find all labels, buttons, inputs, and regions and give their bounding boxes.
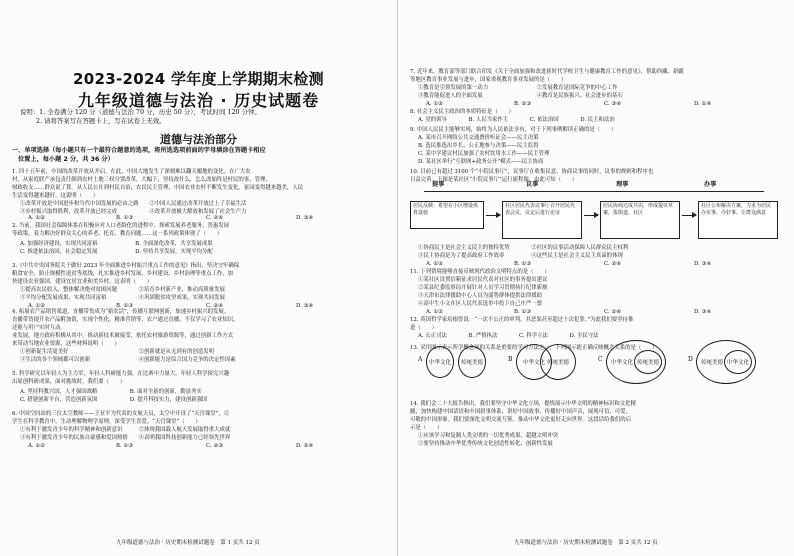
venn-text: 传统美德 bbox=[546, 360, 569, 366]
question-line: 进（ ） bbox=[410, 325, 437, 331]
question-line: ①某社区设置信箱征求居民代表对社区的事务提出建议 bbox=[418, 277, 548, 283]
answer-option: B. ①③ bbox=[514, 309, 532, 315]
question-line: B. 选民推选出乡长、公正地参与决策——民主监督 bbox=[418, 143, 539, 149]
question-line: 髓，加快构建中国话语和中国叙事体系，讲好中国故事、传播好中国声音，展现可信、可爱、 bbox=[410, 409, 632, 415]
flow-timeline bbox=[424, 191, 764, 192]
question-line: 可敬的中国形象。我们要深化文明交流互鉴，推动中华文化更好走向世界。这段话给我们的启 bbox=[410, 417, 632, 423]
question-line: ①应该学习和复制人类文明的一切优秀成果，超越文明冲突 bbox=[418, 433, 559, 439]
question-line: 财政收支……群众说了算。从人民公社到村民自治，农民民主管理，中国农业农村不断发生变化。家园变得越来越美，人民 bbox=[12, 185, 304, 191]
question-line: 还能与用户实时互动。 bbox=[12, 325, 66, 331]
section-title: 道德与法治部分 bbox=[160, 133, 237, 146]
question-line: 业发展，地方政府积极从其中，推动新技术被接受，依托农村旅游资源等，通过创新工作方式 bbox=[12, 333, 234, 339]
answer-option: D. ③④ bbox=[694, 261, 712, 267]
question-line: 生活变得越来越好。这说明（ ） bbox=[12, 193, 99, 199]
answer-option: A. ①② bbox=[426, 261, 443, 267]
question-line: ③天津市法律援助中心人员为弱势群体提供法律援助 bbox=[418, 293, 542, 299]
page-divider bbox=[397, 0, 398, 556]
question-line: 日益完善。下图是某社区“小院议事厅”运行流程图，由此可知（ ） bbox=[410, 177, 578, 183]
question-line: 11. 下列情境能够直接反映现代政治文明特点的是（ ） bbox=[410, 269, 550, 275]
exam-title: 2023-2024 学年度上学期期末检测 bbox=[73, 70, 324, 88]
question-line: 直播带货提升农产品附加值，实现个性化、精准营销等，农户通过直播，不仅学习了农业知识， bbox=[12, 317, 239, 323]
question-line: 10. 目前已有超过 3100 个“小院议事厅”，议事厅在收集民意、协商议事的同时，议事的规则和程序也 bbox=[410, 169, 654, 175]
flow-box: 居民反映：希望在小区增设体育设施 bbox=[410, 201, 484, 229]
venn-text: 中华文化 bbox=[428, 360, 451, 366]
flow-label: 办事 bbox=[704, 181, 717, 188]
answer-option: B. ①③ bbox=[116, 303, 134, 309]
venn-option-label: A bbox=[418, 356, 423, 363]
page-footer: 九年级道德与法治 · 历史期末检测试题卷 第 2 页共 12 页 bbox=[514, 540, 658, 546]
flow-arrow bbox=[584, 215, 598, 216]
answer-option: D. ①④ bbox=[694, 101, 712, 107]
answer-option: B. ①③ bbox=[514, 261, 532, 267]
question-line: C. 某中学建议村民加强了农村饮用水工作——民主管理 bbox=[418, 151, 550, 157]
venn-text: 中华文化 bbox=[726, 360, 749, 366]
answer-option: C. ②④ bbox=[604, 309, 622, 315]
question-line: ①提高农民收入，整体解决绝对贫困问题 ②培育乡村新产业，推动高质量发展 bbox=[20, 287, 225, 293]
question-line: ②某县纪委监察局开展针对人员学习贯彻执行纪律新规 bbox=[418, 285, 548, 291]
answer-option: C. ②④ bbox=[604, 261, 622, 267]
flow-label: 提事 bbox=[432, 181, 445, 188]
flow-box: 社区公布解决方案，力求为居民办实事、办好事、让群众满意 bbox=[698, 201, 778, 239]
answer-option: B. ②③ bbox=[514, 101, 532, 107]
question-line: C. 推进依法治国，社会稳定发展 D. 坚持共享发展，实现平均分配 bbox=[20, 249, 213, 255]
answer-option: A. ①② bbox=[28, 443, 45, 449]
question-line: ①创新促生活更美好 ②创新就是从无到有的创造发明 bbox=[20, 349, 215, 355]
page-footer: 九年级道德与法治 · 历史期末检测试题卷 第 1 页共 12 页 bbox=[116, 540, 260, 546]
question-line: 2. 当前，我国社会保障体系在积极应对人口老龄化的进程中，探索发展养老服务、普惠发展 bbox=[12, 223, 230, 229]
question-line: ③民主协商是为了提高政府工作效率 ④这些民主是社会主义民主真谛的体现 bbox=[418, 253, 623, 259]
question-line: ③平均分配发展成果，实现共同富裕 ④巩固脱贫攻坚成果，实现共同发展 bbox=[20, 295, 225, 301]
question-line: ③教育能促进人的全面发展 ④教育是民族振兴、社会进步的基石 bbox=[418, 93, 623, 99]
question-line: 4. 拓展农产品销售渠道，直播带货成为“新农活”，传播互联网创新，加速乡村振兴的发展。 bbox=[12, 309, 230, 315]
answer-option: D. ③④ bbox=[296, 303, 314, 309]
question-line: 等政策，着力解决好群众关心的养老、托育、教育问题……这一系列政策体现了（ ） bbox=[12, 231, 223, 237]
question-line: 粮食安全、防止规模性返贫等底线，扎实推进乡村发展、乡村建设、乡村治理等重点工作，加 bbox=[12, 271, 234, 277]
question-line: 13. 采用图示表示所学概念间的关系是重要的学习方法之一，下列图示能正确反映概念关系的是（ ） bbox=[410, 345, 658, 351]
question-line: 12. 英国哲学家培根曾说：“一次不公正的审判，其恶果甚至超过十次犯罪。”为此我们要坚持推 bbox=[410, 317, 634, 323]
question-line: 1. 四十五年前，中国的改革开放从开启，在此，中国大地发生了深刻难以翻天覆地的变化。在广大农 bbox=[12, 169, 251, 175]
question-line: ③生活的各个领域都可以创新 ④创新能力是综合国力竞争的决定性因素 bbox=[20, 357, 236, 363]
question-line: ①教育是引领发展的第一动力 ②发展教育是国际竞争的中心工作 bbox=[418, 85, 618, 91]
flow-box: 居民协商达成共识，形成提议草案，报街道、社区 bbox=[600, 201, 680, 239]
question-line: A. 公正司法 B. 严格执法 C. 科学立法 D. 全民守法 bbox=[418, 333, 599, 339]
question-line: ①协商民主是社会主义民主的独特优势 ②社区的议事活动保障人民群众民主权利 bbox=[418, 245, 629, 251]
flow-arrow bbox=[682, 215, 696, 216]
question-line: 7. 近年来，教育部等部门联合印发《关于全面加强和改进新时代学校卫生与健康教育工作的意见》，帮助西藏、新疆 bbox=[410, 69, 684, 75]
question-line: A. 坚持科教兴国，人才强国战略 B. 面对全新的创新，勤恳务实 bbox=[20, 389, 202, 395]
left-page bbox=[6, 0, 391, 556]
right-page bbox=[404, 0, 789, 556]
venn-option bbox=[598, 338, 670, 386]
venn-text: 中华文化 bbox=[611, 360, 634, 366]
answer-option: B. ①③ bbox=[116, 215, 134, 221]
answer-option: B. ①③ bbox=[116, 443, 134, 449]
question-line: ④高中生小文在区人民代表选举中投下自己庄严一票 bbox=[418, 301, 542, 307]
question-line: ①改革开放是中国进步和当代中国发展的必由之路 ②中国人民通过改革开放过上了幸福生活 bbox=[20, 201, 247, 207]
question-line: ①有利于激发青少年的科学精神和创新意识 ②体现我国载人航天发展取得重大成就 bbox=[20, 427, 231, 433]
venn-text: 传统美德 bbox=[636, 360, 659, 366]
question-line: 14. 我们会二十大报告指出，我们要坚守中华文化立场，提炼展示中华文明的精神标识和文化精 bbox=[410, 401, 636, 407]
question-line: 9. 中国人民民主能够实现，始终为人民依法享有，对于下列事例解读正确的是（ ） bbox=[410, 127, 617, 133]
answer-option: C. ③④ bbox=[604, 101, 622, 107]
venn-ellipse-outer bbox=[426, 346, 454, 378]
exam-subtitle: 九年级道德与法治 · 历史试题卷 bbox=[77, 91, 320, 110]
exam-note: 说明：1. 全卷满分 120 分（道德与法治 70 分，历史 50 分），考试时间 120 分钟。 bbox=[20, 108, 261, 116]
question-line: 6. 中国空间站的三位太空教师——王亚平为代表的女航天员，太空中开设了“天宫课堂”，让 bbox=[12, 411, 230, 417]
flow-arrow bbox=[486, 215, 500, 216]
answer-option: A. ①② bbox=[426, 309, 443, 315]
answer-option: A. ①② bbox=[426, 101, 443, 107]
flow-box: 社区居民代表议事厅召开居民代表会议，议定后进行论证 bbox=[502, 201, 582, 239]
answer-option: D. ②④ bbox=[296, 443, 314, 449]
question-line: 村，从家庭联产承包责任制到农村土地三权分置改革，大幅下，坚持改什么，怎么改始终是村民的事，管理、 bbox=[12, 177, 271, 183]
question-line: ③有利于激发青少年的民族自豪感和爱国热情 ④表明我国科技创新能力已经领先世界 bbox=[20, 435, 231, 441]
question-line: 3.《中共中央国务院关于做好 2023 年全面推进乡村振兴重点工作的意见》指出，坚决守牢确保 bbox=[12, 263, 240, 269]
answer-option: D. ③④ bbox=[694, 309, 712, 315]
venn-ellipse-inner bbox=[458, 346, 486, 378]
exam-note: 2. 请将答案写在答题卡上，写在试卷上无效。 bbox=[36, 117, 166, 125]
question-line: 5. 科学研究以年轻人为主力军，年轻人科研能力强，在比赛中力量大，年轻人科学探究兴趣 bbox=[12, 371, 230, 377]
question-line: 学生在科学教育中，生动理解物理学原理，深受学生喜爱。“天宫课堂”（ ） bbox=[12, 419, 201, 425]
question-line: C. 搭建创新平台，营造创新氛围 D. 提升科技实力，建设创新强国 bbox=[20, 397, 208, 403]
venn-ellipse-inner bbox=[540, 344, 576, 380]
question-line: ②要坚持推动中华优秀传统文化创造性转化、创新性发展 bbox=[418, 441, 553, 447]
venn-ellipse-inner bbox=[724, 350, 752, 374]
flow-label: 议事 bbox=[526, 181, 539, 188]
venn-option bbox=[418, 338, 490, 386]
answer-option: A. ①② bbox=[28, 215, 45, 221]
question-line: A. 党的领导 B. 人民当家作主 C. 依法治国 D. 民主和法治 bbox=[418, 117, 615, 123]
venn-option-label: D bbox=[688, 356, 693, 363]
venn-option-label: C bbox=[598, 356, 603, 363]
flow-label: 理事 bbox=[616, 181, 629, 188]
question-line: A. 某市召开网络公共交通票价听证会——民主决策 bbox=[418, 135, 539, 141]
question-line: D. 某社区举行“互联网+政务公开”模式——民主协商 bbox=[418, 159, 544, 165]
part-heading: 位置上，每小题 2 分，共 36 分） bbox=[18, 156, 114, 163]
venn-text: 传统美德 bbox=[460, 360, 483, 366]
answer-option: A. ①② bbox=[28, 303, 45, 309]
venn-ellipse-inner bbox=[634, 350, 662, 374]
question-line: A. 加强经济建设，实现共同富裕 B. 全面深化改革，共享发展成果 bbox=[20, 241, 213, 247]
venn-text: 传统美德 bbox=[701, 360, 724, 366]
question-line: 示是（ ） bbox=[410, 425, 443, 431]
question-line: 快建设农业强国，建设宜居宜业和美乡村。这表明（ ） bbox=[12, 279, 153, 285]
answer-option: C. ②④ bbox=[206, 215, 224, 221]
venn-option bbox=[508, 338, 580, 386]
question-line: 出原创科研成果，面对挑战时，我们要（ ） bbox=[12, 379, 126, 385]
answer-option: C. ②④ bbox=[206, 303, 224, 309]
question-line: 来带动当地农业资源，这些材料说明（ ） bbox=[12, 341, 120, 347]
venn-text: 中华文化 bbox=[522, 360, 545, 366]
venn-option-label: B bbox=[508, 356, 513, 363]
part-heading: 一、单项选择（每小题只有一个最符合题意的选项，将所选选项前面的字母填涂在答题卡相应 bbox=[12, 147, 266, 154]
answer-option: C. ②③ bbox=[206, 443, 224, 449]
answer-option: D. ③④ bbox=[296, 215, 314, 221]
question-line: 等地区教育事业发展与进步，国家重视教育事业发展的是（ ） bbox=[410, 77, 567, 83]
question-line: ③乡村振兴取得胜利，改革开放已经完成 ④改革开放极大解放和发展了社会生产力 bbox=[20, 209, 247, 215]
venn-option bbox=[688, 338, 760, 386]
question-line: 8. 社会主义民主政治的本质特征是（ ） bbox=[410, 109, 514, 115]
